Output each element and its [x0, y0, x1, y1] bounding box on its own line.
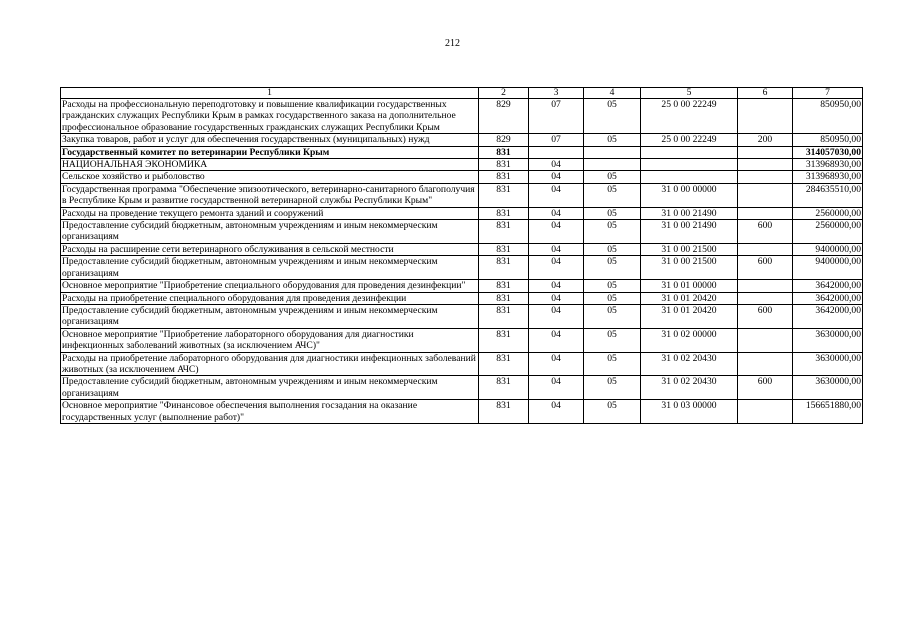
- subsection-code-cell: 05: [584, 256, 641, 280]
- table-row: [61, 304, 863, 328]
- target-article-cell: 25 0 00 22249: [641, 134, 738, 146]
- ministry-code-cell: 831: [479, 352, 529, 376]
- row-name-cell: Предоставление субсидий бюджетным, автономным учреждениям и иным некоммерческим организациям: [61, 256, 479, 280]
- section-code-cell: 07: [529, 99, 584, 134]
- row-name-cell: Расходы на расширение сети ветеринарного обслуживания в сельской местности: [61, 243, 479, 255]
- row-name-cell: НАЦИОНАЛЬНАЯ ЭКОНОМИКА: [61, 159, 479, 171]
- row-name-cell: Государственный комитет по ветеринарии Республики Крым: [61, 146, 479, 158]
- subsection-code-cell: 05: [584, 171, 641, 183]
- amount-cell: 313968930,00: [793, 159, 863, 171]
- target-article-cell: [641, 146, 738, 158]
- target-article-cell: 31 0 00 21490: [641, 220, 738, 244]
- amount-cell: 3630000,00: [793, 376, 863, 400]
- row-name-cell: Предоставление субсидий бюджетным, автономным учреждениям и иным некоммерческим организациям: [61, 376, 479, 400]
- section-code-cell: 04: [529, 328, 584, 352]
- subsection-code-cell: 05: [584, 304, 641, 328]
- amount-cell: 9400000,00: [793, 256, 863, 280]
- ministry-code-cell: 831: [479, 207, 529, 219]
- subsection-code-cell: 05: [584, 220, 641, 244]
- row-name-cell: Расходы на приобретение лабораторного оборудования для диагностики инфекционных заболеваний животных (за исключением АЧС): [61, 352, 479, 376]
- expense-type-cell: [738, 328, 793, 352]
- amount-cell: 3642000,00: [793, 292, 863, 304]
- section-code-cell: 04: [529, 304, 584, 328]
- section-code-cell: 04: [529, 280, 584, 292]
- expense-type-cell: [738, 171, 793, 183]
- section-code-cell: 07: [529, 134, 584, 146]
- amount-cell: 3642000,00: [793, 280, 863, 292]
- amount-cell: 3630000,00: [793, 328, 863, 352]
- target-article-cell: 31 0 00 00000: [641, 183, 738, 207]
- ministry-code-cell: 831: [479, 183, 529, 207]
- section-code-cell: 04: [529, 243, 584, 255]
- column-header-5: 5: [641, 88, 738, 99]
- subsection-code-cell: [584, 146, 641, 158]
- table-row: [61, 243, 863, 255]
- budget-table: [60, 87, 863, 424]
- amount-cell: 3642000,00: [793, 304, 863, 328]
- section-code-cell: 04: [529, 292, 584, 304]
- row-name-cell: Расходы на приобретение специального оборудования для проведения дезинфекции: [61, 292, 479, 304]
- target-article-cell: 31 0 02 00000: [641, 328, 738, 352]
- table-row: [61, 256, 863, 280]
- target-article-cell: 25 0 00 22249: [641, 99, 738, 134]
- ministry-code-cell: 831: [479, 243, 529, 255]
- section-code-cell: 04: [529, 256, 584, 280]
- target-article-cell: 31 0 03 00000: [641, 400, 738, 424]
- table-row: [61, 159, 863, 171]
- expense-type-cell: 600: [738, 304, 793, 328]
- table-row: [61, 171, 863, 183]
- amount-cell: 850950,00: [793, 134, 863, 146]
- target-article-cell: 31 0 00 21500: [641, 256, 738, 280]
- expense-type-cell: 600: [738, 376, 793, 400]
- subsection-code-cell: 05: [584, 400, 641, 424]
- amount-cell: 3630000,00: [793, 352, 863, 376]
- ministry-code-cell: 831: [479, 328, 529, 352]
- expense-type-cell: [738, 146, 793, 158]
- table-row: [61, 400, 863, 424]
- subsection-code-cell: 05: [584, 183, 641, 207]
- ministry-code-cell: 831: [479, 292, 529, 304]
- amount-cell: 2560000,00: [793, 207, 863, 219]
- ministry-code-cell: 829: [479, 134, 529, 146]
- section-code-cell: 04: [529, 352, 584, 376]
- target-article-cell: 31 0 02 20430: [641, 376, 738, 400]
- target-article-cell: 31 0 00 21490: [641, 207, 738, 219]
- section-code-cell: 04: [529, 376, 584, 400]
- section-code-cell: [529, 146, 584, 158]
- table-header-row: [61, 88, 863, 99]
- target-article-cell: [641, 159, 738, 171]
- subsection-code-cell: 05: [584, 207, 641, 219]
- column-header-1: 1: [61, 88, 479, 99]
- row-name-cell: Предоставление субсидий бюджетным, автономным учреждениям и иным некоммерческим организациям: [61, 304, 479, 328]
- amount-cell: 850950,00: [793, 99, 863, 134]
- section-code-cell: 04: [529, 207, 584, 219]
- row-name-cell: Предоставление субсидий бюджетным, автономным учреждениям и иным некоммерческим организациям: [61, 220, 479, 244]
- column-header-6: 6: [738, 88, 793, 99]
- page-number: 212: [445, 38, 460, 49]
- subsection-code-cell: 05: [584, 292, 641, 304]
- subsection-code-cell: 05: [584, 99, 641, 134]
- subsection-code-cell: 05: [584, 328, 641, 352]
- ministry-code-cell: 831: [479, 220, 529, 244]
- ministry-code-cell: 831: [479, 171, 529, 183]
- amount-cell: 313968930,00: [793, 171, 863, 183]
- ministry-code-cell: 831: [479, 376, 529, 400]
- row-name-cell: Государственная программа "Обеспечение эпизоотического, ветеринарно-санитарного благополучия в Республике Крым и развитие государственной ветеринарной службы Республики Крым": [61, 183, 479, 207]
- table-row: [61, 280, 863, 292]
- amount-cell: 284635510,00: [793, 183, 863, 207]
- expense-type-cell: [738, 280, 793, 292]
- table-row: [61, 220, 863, 244]
- target-article-cell: 31 0 00 21500: [641, 243, 738, 255]
- target-article-cell: [641, 171, 738, 183]
- amount-cell: 2560000,00: [793, 220, 863, 244]
- ministry-code-cell: 829: [479, 99, 529, 134]
- expense-type-cell: [738, 243, 793, 255]
- column-header-7: 7: [793, 88, 863, 99]
- expense-type-cell: 200: [738, 134, 793, 146]
- column-header-3: 3: [529, 88, 584, 99]
- section-code-cell: 04: [529, 183, 584, 207]
- section-code-cell: 04: [529, 400, 584, 424]
- row-name-cell: Расходы на профессиональную переподготовку и повышение квалификации государственных гражданских служащих Республики Крым в рамках государственного заказа на дополнительное профессиональное образование государственных гражданских служащих Республики Крым: [61, 99, 479, 134]
- subsection-code-cell: [584, 159, 641, 171]
- section-code-cell: 04: [529, 220, 584, 244]
- table-row: [61, 183, 863, 207]
- row-name-cell: Основное мероприятие "Финансовое обеспечения выполнения госзадания на оказание государственных услуг (выполнение работ)": [61, 400, 479, 424]
- table-row: [61, 328, 863, 352]
- ministry-code-cell: 831: [479, 146, 529, 158]
- row-name-cell: Сельское хозяйство и рыболовство: [61, 171, 479, 183]
- table-row: [61, 292, 863, 304]
- column-header-4: 4: [584, 88, 641, 99]
- ministry-code-cell: 831: [479, 304, 529, 328]
- target-article-cell: 31 0 02 20430: [641, 352, 738, 376]
- subsection-code-cell: 05: [584, 376, 641, 400]
- ministry-code-cell: 831: [479, 400, 529, 424]
- amount-cell: 9400000,00: [793, 243, 863, 255]
- table-row: [61, 207, 863, 219]
- ministry-code-cell: 831: [479, 280, 529, 292]
- subsection-code-cell: 05: [584, 134, 641, 146]
- column-header-2: 2: [479, 88, 529, 99]
- ministry-code-cell: 831: [479, 159, 529, 171]
- target-article-cell: 31 0 01 20420: [641, 292, 738, 304]
- section-code-cell: 04: [529, 171, 584, 183]
- row-name-cell: Закупка товаров, работ и услуг для обеспечения государственных (муниципальных) нужд: [61, 134, 479, 146]
- expense-type-cell: 600: [738, 220, 793, 244]
- expense-type-cell: [738, 400, 793, 424]
- amount-cell: 314057030,00: [793, 146, 863, 158]
- amount-cell: 156651880,00: [793, 400, 863, 424]
- table-row: [61, 99, 863, 134]
- subsection-code-cell: 05: [584, 280, 641, 292]
- table-row: [61, 352, 863, 376]
- subsection-code-cell: 05: [584, 243, 641, 255]
- table-row: [61, 134, 863, 146]
- section-code-cell: 04: [529, 159, 584, 171]
- expense-type-cell: [738, 99, 793, 134]
- ministry-code-cell: 831: [479, 256, 529, 280]
- row-name-cell: Расходы на проведение текущего ремонта зданий и сооружений: [61, 207, 479, 219]
- target-article-cell: 31 0 01 00000: [641, 280, 738, 292]
- expense-type-cell: [738, 207, 793, 219]
- table-row: [61, 146, 863, 158]
- expense-type-cell: [738, 183, 793, 207]
- expense-type-cell: [738, 292, 793, 304]
- expense-type-cell: 600: [738, 256, 793, 280]
- expense-type-cell: [738, 159, 793, 171]
- table-row: [61, 376, 863, 400]
- row-name-cell: Основное мероприятие "Приобретение специального оборудования для проведения дезинфекции": [61, 280, 479, 292]
- row-name-cell: Основное мероприятие "Приобретение лабораторного оборудования для диагностики инфекционных заболеваний животных (за исключением АЧС)": [61, 328, 479, 352]
- target-article-cell: 31 0 01 20420: [641, 304, 738, 328]
- subsection-code-cell: 05: [584, 352, 641, 376]
- expense-type-cell: [738, 352, 793, 376]
